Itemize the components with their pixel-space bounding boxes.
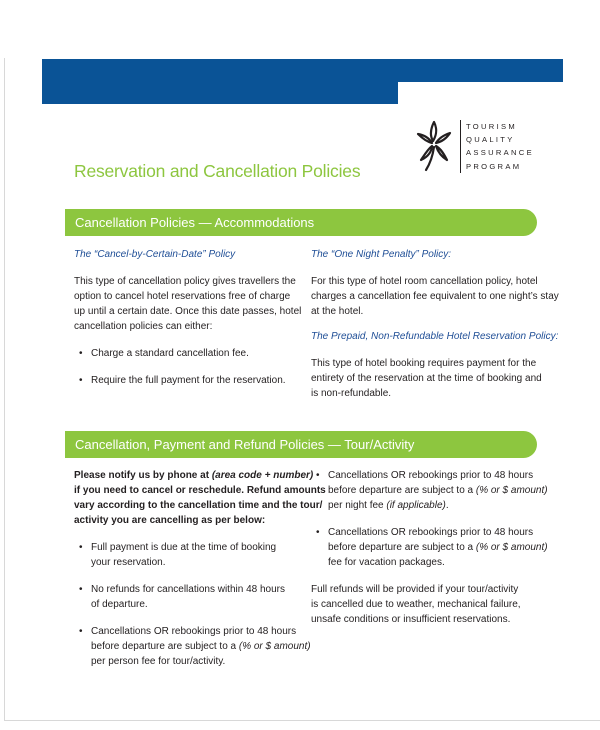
list-item-text: Charge a standard cancellation fee. [91, 348, 249, 359]
list-item-text: your reservation. [91, 557, 166, 568]
subheading: The Prepaid, Non-Refundable Hotel Reservation Policy: [311, 331, 559, 342]
list-item-text: of departure. [91, 599, 148, 610]
tour-left-column [74, 468, 326, 669]
list-item-text-part: . [445, 500, 449, 511]
list-item: • No refunds for cancellations within 48 hours of departure. [74, 582, 309, 612]
page-border-bottom [4, 720, 600, 721]
accommodations-right-column [311, 247, 559, 401]
logo-line: TOURISM [466, 122, 517, 131]
header-banner-lower [42, 82, 398, 104]
paragraph-line: Full refunds will be provided if your tour/activity [311, 584, 519, 595]
subheading: The “Cancel-by-Certain-Date” Policy [74, 249, 236, 260]
list-item-text: per person fee for tour/activity. [91, 656, 226, 667]
subheading: The “One Night Penalty” Policy: [311, 249, 452, 260]
list-item-text [328, 483, 546, 498]
intro-text: Please notify us by phone at [74, 470, 212, 481]
list-item-text: Cancellations OR rebookings prior to 48 hours [328, 527, 534, 538]
intro-line [74, 468, 314, 483]
list-item-text [91, 639, 309, 654]
paragraph-line: is cancelled due to weather, mechanical failure, [311, 599, 521, 610]
list-item-text: fee for vacation packages. [328, 557, 445, 568]
paragraph-line: entirety of the reservation at the time of booking and [311, 373, 542, 384]
intro-line: activity you are cancelling as per below: [74, 515, 266, 526]
logo-line: PROGRAM [466, 161, 522, 171]
paragraph-line: up until a certain date. Once this date passes, hotel [74, 306, 302, 317]
paragraph-line: is non-refundable. [311, 388, 392, 399]
section-heading-tour-activity: Cancellation, Payment and Refund Policies — Tour/Activity [65, 431, 537, 458]
section-heading-accommodations: Cancellation Policies — Accommodations [65, 209, 537, 236]
applicable-placeholder: (if applicable) [386, 500, 446, 511]
paragraph-line: charges a cancellation fee equivalent to one night’s stay [311, 291, 559, 302]
list-item-text: Cancellations OR rebookings prior to 48 hours [91, 626, 297, 637]
amount-placeholder: (% or $ amount) [475, 542, 548, 553]
tour-right-column [311, 468, 546, 627]
list-item-text [328, 498, 546, 513]
list-item: • Charge a standard cancellation fee. [79, 348, 249, 359]
list-item-text [328, 540, 546, 555]
paragraph-line: cancellation policies can either: [74, 321, 213, 332]
list-item: • Full payment is due at the time of booking your reservation. [74, 540, 309, 570]
list-item-text-part: before departure are subject to a [91, 641, 239, 652]
intro-placeholder: (area code + number) [211, 470, 314, 481]
list-item-text: Cancellations OR rebookings prior to 48 hours [328, 470, 534, 481]
list-item-text-part: per night fee [328, 500, 387, 511]
header-banner [42, 59, 563, 82]
list-item-text: No refunds for cancellations within 48 hours [91, 584, 285, 595]
amount-placeholder: (% or $ amount) [475, 485, 548, 496]
logo-wordmark [460, 120, 534, 173]
tourism-logo [413, 118, 563, 174]
list-item-text: Full payment is due at the time of booking [91, 542, 277, 553]
logo-line: QUALITY [466, 135, 515, 145]
flower-star-icon [413, 118, 455, 174]
list-item-text-part: before departure are subject to a [328, 542, 476, 553]
paragraph-line: For this type of hotel room cancellation policy, hotel [311, 276, 538, 287]
list-item: • Cancellations OR rebookings prior to 48 hours before departure are subject to a (% or $ amount) per person fee for tour/activity. [79, 626, 311, 667]
paragraph-line: unsafe conditions or insufficient reservations. [311, 614, 511, 625]
list-item: • Require the full payment for the reservation. [79, 375, 286, 386]
list-item-text-part: before departure are subject to a [328, 485, 476, 496]
list-item: • Cancellations OR rebookings prior to 48 hours before departure are subject to a (% or $ amount) per night fee (if applicable). [316, 470, 548, 511]
page-title: Reservation and Cancellation Policies [74, 161, 361, 181]
amount-placeholder: (% or $ amount) [238, 641, 311, 652]
page-border-left [4, 58, 5, 720]
logo-line: ASSURANCE [466, 148, 534, 158]
list-item-text: Require the full payment for the reservation. [91, 375, 286, 386]
paragraph-line: This type of cancellation policy gives travellers the [74, 276, 296, 287]
accommodations-left-column [74, 247, 309, 388]
paragraph-line: at the hotel. [311, 306, 364, 317]
paragraph-line: option to cancel hotel reservations free of charge [74, 291, 291, 302]
list-item: • Cancellations OR rebookings prior to 48 hours before departure are subject to a (% or $ amount) fee for vacation packages. [316, 527, 548, 568]
paragraph-line: This type of hotel booking requires payment for the [311, 358, 537, 369]
intro-line: vary according to the cancellation time and the tour/ [74, 500, 323, 511]
intro-line: if you need to cancel or reschedule. Refund amounts [74, 485, 326, 496]
